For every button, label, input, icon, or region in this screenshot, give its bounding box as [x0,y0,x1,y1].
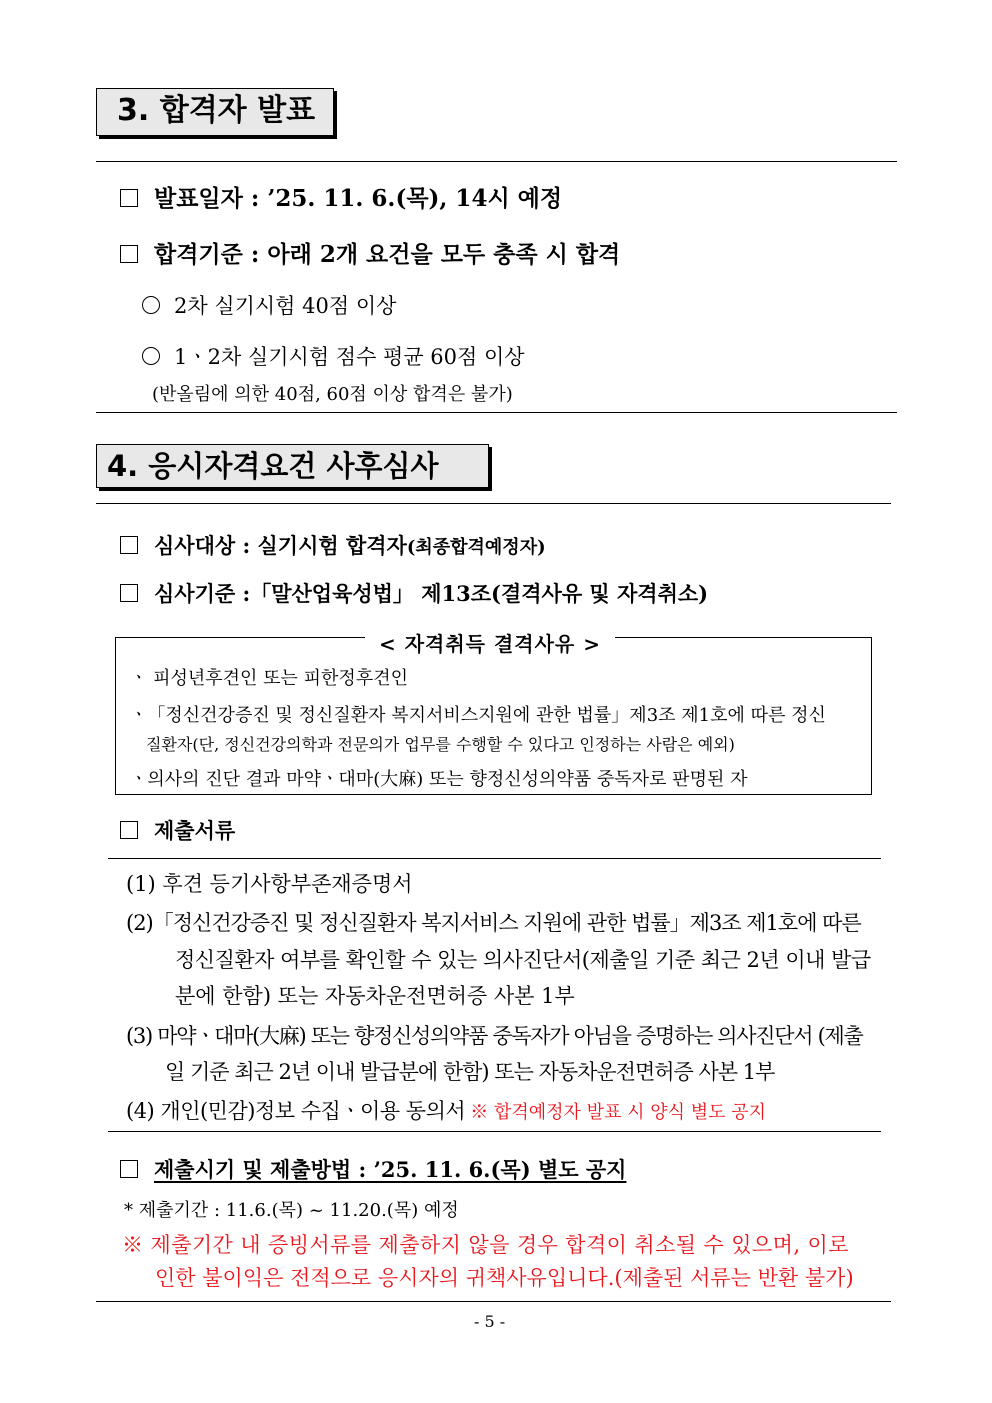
document-2-line2: 정신질환자 여부를 확인할 수 있는 의사진단서(제출일 기준 최근 2년 이내 발급 [175,948,871,972]
criteria-condition-2: 1ㆍ2차 실기시험 점수 평균 60점 이상 [142,341,525,371]
section3-title-text: 3. 합격자 발표 [117,93,316,128]
review-target: 심사대상 : 실기시험 합격자(최종합격예정자) [120,530,546,560]
document-2-line3: 분에 한함) 또는 자동차운전면허증 사본 1부 [175,984,575,1008]
disqualification-box-title: < 자격취득 결격사유 > [365,628,615,657]
document-3-line2: 일 기준 최근 2년 이내 발급분에 한함) 또는 자동차운전면허증 사본 1부 [165,1060,775,1084]
checkbox-icon [120,245,138,263]
announce-date: 발표일자 : ’25. 11. 6.(목), 14시 예정 [120,180,562,213]
pass-criteria: 합격기준 : 아래 2개 요건을 모두 충족 시 합격 [120,236,620,269]
rounding-note: (반올림에 의한 40점, 60점 이상 합격은 불가) [152,384,513,405]
checkbox-icon [120,536,138,554]
disqualification-item-2-line2: 질환자(단, 정신건강의학과 전문의가 업무를 수행할 수 있다고 인정하는 사람은 예외) [146,735,735,754]
section4-title [96,444,489,488]
disqualification-item-1: ㆍ 피성년후견인 또는 피한정후견인 [130,668,408,689]
divider [96,1301,891,1302]
disqualification-item-3: ㆍ의사의 진단 결과 마약ㆍ대마(大麻) 또는 향정신성의약품 중독자로 판명된 자 [130,769,748,790]
warning-line-1: ※ 제출기간 내 증빙서류를 제출하지 않을 경우 합격이 취소될 수 있으며, 이로 [122,1233,849,1257]
form-notice: ※ 합격예정자 발표 시 양식 별도 공지 [470,1102,767,1123]
checkbox-icon [120,1160,138,1178]
checkbox-icon [120,821,138,839]
submission-heading: 제출시기 및 제출방법 : ’25. 11. 6.(목) 별도 공지 [120,1154,626,1184]
divider [96,503,891,504]
divider [108,858,881,859]
document-3-line1: (3) 마약ㆍ대마(大麻) 또는 향정신성의약품 중독자가 아님을 증명하는 의사진단서 (제출 [126,1024,863,1048]
page-number: - 5 - [474,1312,506,1331]
circle-bullet-icon [142,296,160,314]
review-standard: 심사기준 :「말산업육성법」 제13조(결격사유 및 자격취소) [120,578,708,608]
divider [96,412,897,413]
document-1: (1) 후견 등기사항부존재증명서 [126,872,413,896]
submission-period: * 제출기간 : 11.6.(목) ~ 11.20.(목) 예정 [124,1200,459,1221]
checkbox-icon [120,189,138,207]
disqualification-item-2-line1: ㆍ「정신건강증진 및 정신질환자 복지서비스지원에 관한 법률」제3조 제1호에 따른 정신 [130,705,826,726]
section4-title-text: 4. 응시자격요건 사후심사 [107,449,439,483]
section3-title [96,88,334,136]
warning-line-2: 인한 불이익은 전적으로 응시자의 귀책사유입니다.(제출된 서류는 반환 불가) [155,1266,854,1290]
document-2-line1: (2)「정신건강증진 및 정신질환자 복지서비스 지원에 관한 법률」제3조 제1호에 따른 [126,911,861,935]
divider [96,161,897,162]
document-4: (4) 개인(민감)정보 수집ㆍ이용 동의서 ※ 합격예정자 발표 시 양식 별도 공지 [126,1099,767,1123]
divider [108,1131,881,1132]
circle-bullet-icon [142,347,160,365]
criteria-condition-1: 2차 실기시험 40점 이상 [142,290,396,320]
documents-heading: 제출서류 [120,815,235,845]
checkbox-icon [120,584,138,602]
